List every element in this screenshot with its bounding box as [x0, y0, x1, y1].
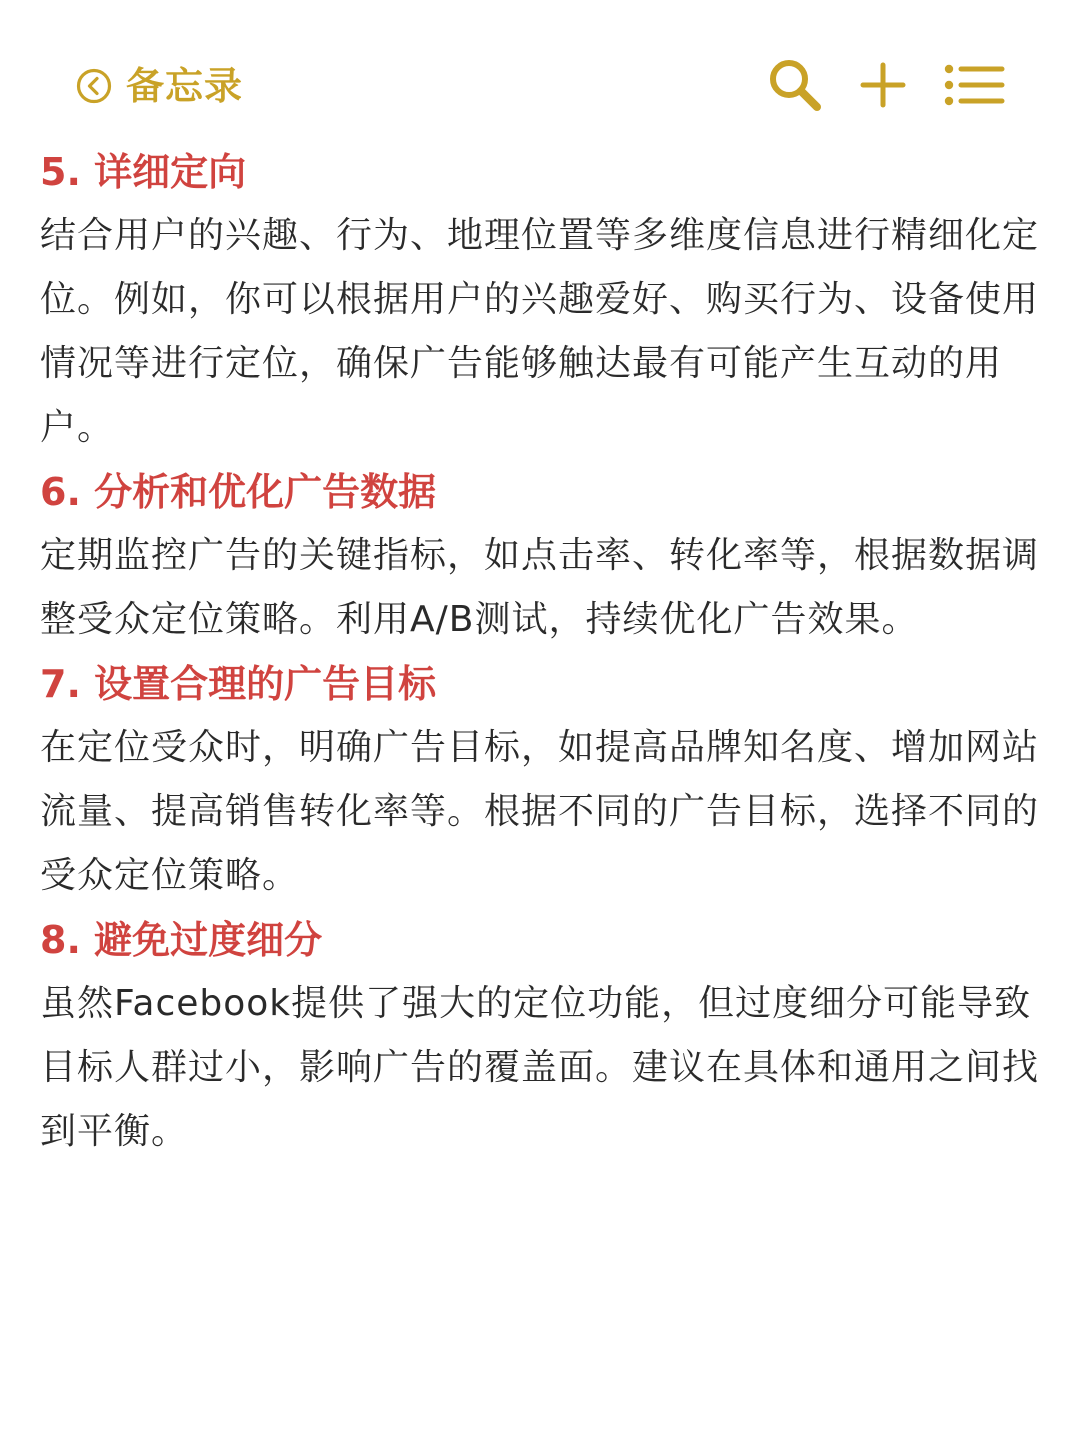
note-section — [40, 460, 1040, 652]
section-body: 虽然Facebook提供了强大的定位功能，但过度细分可能导致目标人群过小，影响广告的覆盖面。建议在具体和通用之间找到平衡。 — [40, 983, 1040, 1152]
search-icon[interactable] — [766, 56, 824, 114]
section-title: 6. 分析和优化广告数据 — [40, 470, 437, 514]
plus-icon[interactable] — [860, 62, 906, 108]
chevron-left-circle-icon — [76, 68, 112, 104]
section-title: 7. 设置合理的广告目标 — [40, 662, 437, 706]
back-button[interactable] — [76, 60, 243, 112]
section-body: 在定位受众时，明确广告目标，如提高品牌知名度、增加网站流量、提高销售转化率等。根据不同的广告目标，选择不同的受众定位策略。 — [40, 727, 1040, 896]
note-section — [40, 652, 1040, 908]
section-body: 定期监控广告的关键指标，如点击率、转化率等，根据数据调整受众定位策略。利用A/B测试，持续优化广告效果。 — [40, 535, 1040, 640]
note-section — [40, 908, 1040, 1164]
note-content[interactable] — [40, 140, 1040, 1164]
section-title: 5. 详细定向 — [40, 150, 247, 194]
note-section — [40, 140, 1040, 460]
back-label: 备忘录 — [126, 64, 244, 108]
section-title: 8. 避免过度细分 — [40, 918, 323, 962]
top-bar — [0, 0, 1080, 150]
list-icon[interactable] — [944, 62, 1006, 108]
section-body: 结合用户的兴趣、行为、地理位置等多维度信息进行精细化定位。例如，你可以根据用户的兴趣爱好、购买行为、设备使用情况等进行定位，确保广告能够触达最有可能产生互动的用户。 — [40, 215, 1040, 448]
